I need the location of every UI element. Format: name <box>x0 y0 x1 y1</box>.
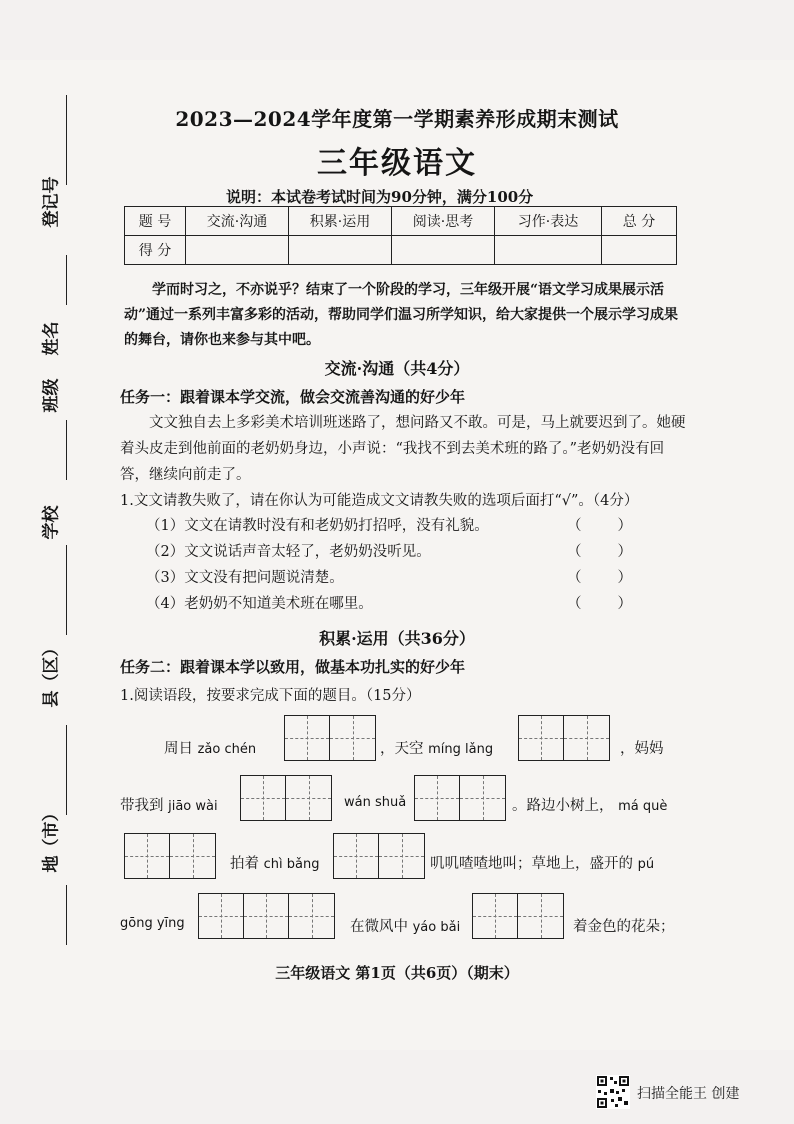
sentence-line-2 <box>120 794 218 815</box>
char-grid[interactable] <box>333 833 425 879</box>
pinyin: gōng yīng <box>120 916 185 931</box>
score-input-cell[interactable] <box>392 236 495 265</box>
score-input-cell[interactable] <box>289 236 392 265</box>
text-fragment: 在微风中 <box>350 919 408 935</box>
sentence-line-4b <box>350 915 460 936</box>
sentence-line-1 <box>164 737 256 758</box>
question-1: 1.文文请教失败了，请在你认为可能造成文文请教失败的选项后面打“√”。（4分） <box>120 493 639 509</box>
section-2-title: 积累·运用（共36分） <box>319 629 475 648</box>
text-fragment: 带我到 <box>120 798 164 814</box>
register-no-label: 登记号 <box>41 176 62 228</box>
answer-paren-4[interactable] <box>567 592 632 613</box>
char-grid[interactable] <box>284 715 376 761</box>
score-header-cell: 习作·表达 <box>495 207 602 236</box>
qr-code-icon <box>596 1075 630 1109</box>
subject-title: 三年级语文 <box>317 146 477 181</box>
binding-line <box>66 420 67 480</box>
name-label: 姓名 <box>41 321 62 356</box>
score-input-cell[interactable] <box>602 236 677 265</box>
pinyin: chì bǎng <box>263 857 320 872</box>
char-grid[interactable] <box>240 775 332 821</box>
binding-line <box>66 255 67 305</box>
score-input-cell[interactable] <box>495 236 602 265</box>
pinyin: jiāo wài <box>168 799 218 814</box>
score-header-cell: 阅读·思考 <box>392 207 495 236</box>
paren-close: ） <box>617 518 632 534</box>
question-2-1: 1.阅读语段，按要求完成下面的题目。（15分） <box>120 688 421 704</box>
char-grid[interactable] <box>518 715 610 761</box>
score-header-cell: 交流·沟通 <box>186 207 289 236</box>
paren-open: （ <box>567 570 582 586</box>
score-row-label: 得 分 <box>125 236 186 265</box>
option-4: （4）老奶奶不知道美术班在哪里。 <box>146 596 373 612</box>
pinyin: míng lǎng <box>428 742 494 757</box>
text-fragment: 。路边小树上， <box>512 798 614 814</box>
scanner-watermark: 扫描全能王 创建 <box>637 1086 740 1102</box>
pinyin: má què <box>618 799 668 814</box>
exam-title: 2023—2024学年度第一学期素养形成期末测试 <box>175 107 619 131</box>
task-1-heading: 任务一：跟着课本学交流，做会交流善沟通的好少年 <box>120 388 466 406</box>
sentence-line-3b <box>430 852 654 873</box>
exam-note: 说明：本试卷考试时间为90分钟，满分100分 <box>226 188 534 206</box>
option-1: （1）文文在请教时没有和老奶奶打招呼，没有礼貌。 <box>146 518 489 534</box>
sentence-line-3 <box>230 852 319 873</box>
answer-paren-2[interactable] <box>567 540 632 561</box>
text-fragment: 拍着 <box>230 856 259 872</box>
paren-close: ） <box>617 570 632 586</box>
binding-line <box>66 545 67 635</box>
text-fragment: ，天空 <box>380 741 424 757</box>
score-header-cell: 总 分 <box>602 207 677 236</box>
sentence-line-1c: ，妈妈 <box>620 741 664 757</box>
sentence-line-2c <box>512 794 667 815</box>
char-grid[interactable] <box>414 775 506 821</box>
score-header-cell: 题 号 <box>125 207 186 236</box>
binding-line <box>66 885 67 945</box>
task-2-heading: 任务二：跟着课本学以致用，做基本功扎实的好少年 <box>120 658 466 676</box>
pinyin: yáo bǎi <box>412 920 461 935</box>
pinyin: wán shuǎ <box>344 795 407 810</box>
char-grid[interactable] <box>472 893 564 939</box>
section-1-title: 交流·沟通（共4分） <box>324 359 470 378</box>
pinyin: pú <box>637 857 655 872</box>
char-grid[interactable] <box>124 833 216 879</box>
city-label <box>37 843 62 873</box>
story-paragraph: 文文独自去上多彩美术培训班迷路了，想问路又不敢。可是，马上就要迟到了。她硬着头皮走到他前面的老奶奶身边，小声说：“我找不到去美术班的路了。”老奶奶没有回答，继续向前走了。 <box>120 415 686 483</box>
answer-paren-3[interactable] <box>567 566 632 587</box>
score-table <box>124 206 677 265</box>
text-fragment: 周日 <box>164 741 193 757</box>
option-3: （3）文文没有把问题说清楚。 <box>146 570 344 586</box>
paren-close: ） <box>617 596 632 612</box>
binding-line <box>66 725 67 815</box>
char-grid[interactable] <box>198 893 335 939</box>
paren-open: （ <box>567 518 582 534</box>
intro-paragraph: 学而时习之，不亦说乎？结束了一个阶段的学习，三年级开展“语文学习成果展示活动”通过一系列丰富多彩的活动，帮助同学们温习所学知识，给大家提供一个展示学习成果的舞台，请你也来参与其中吧。 <box>124 282 679 348</box>
paren-open: （ <box>567 596 582 612</box>
class-label: 班级 <box>41 378 62 413</box>
option-2: （2）文文说话声音太轻了，老奶奶没听见。 <box>146 544 431 560</box>
sentence-line-4 <box>120 915 185 931</box>
score-header-cell: 积累·运用 <box>289 207 392 236</box>
score-input-cell[interactable] <box>186 236 289 265</box>
county-label <box>37 678 62 708</box>
pinyin: zǎo chén <box>197 742 257 757</box>
sentence-line-1b <box>380 737 493 758</box>
page-footer: 三年级语文 第1页（共6页）（期末） <box>275 964 519 982</box>
paren-open: （ <box>567 544 582 560</box>
sentence-line-2b <box>344 794 406 810</box>
answer-paren-1[interactable] <box>567 514 632 535</box>
school-label: 学校 <box>41 505 62 540</box>
text-fragment: 叽叽喳喳地叫；草地上，盛开的 <box>430 856 633 872</box>
sentence-line-4c: 着金色的花朵； <box>573 919 675 935</box>
paren-close: ） <box>617 544 632 560</box>
